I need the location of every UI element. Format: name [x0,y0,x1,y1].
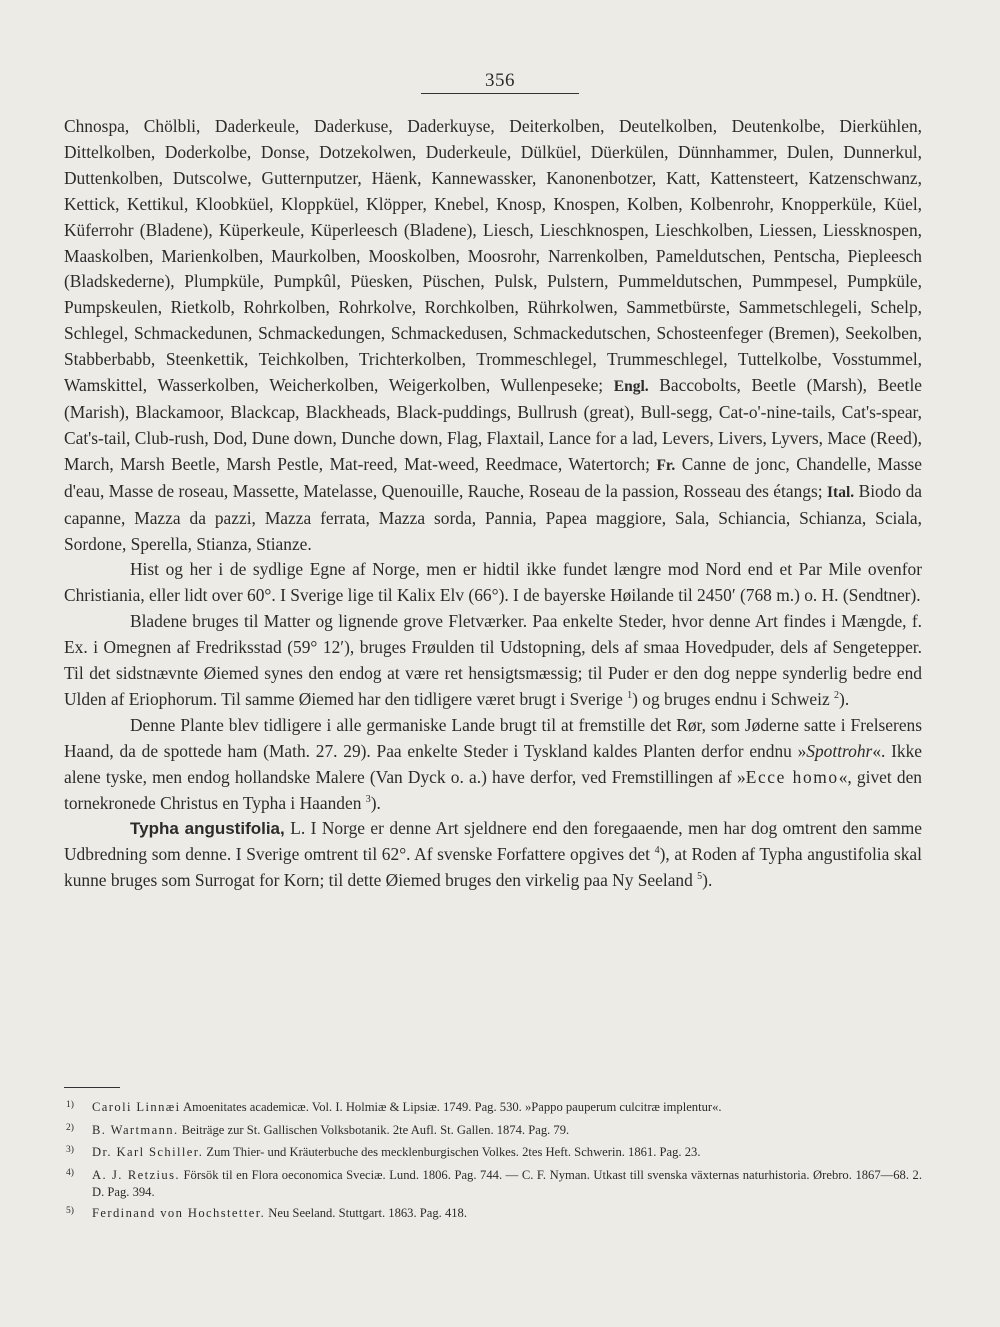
text-run: Denne Plante blev tidligere i alle germaniske Lande brugt til at fremstille det Rør, som Jøderne satte i Frelserens Haand, da de spottede ham (Math. 27. 29). Paa enkelte Steder i Tyskland kaldes Planten derfor endnu » [64,714,922,761]
paragraph [64,114,922,557]
text-run: ) og bruges endnu i Schweiz [632,688,835,709]
text-run: Hist og her i de sydlige Egne af Norge, men er hidtil ikke fundet længre mod Nord end et Par Mile ovenfor Christiania, eller lidt over 60°. I Sverige lige til Kalix Elv (66°). I de bayerske Høilande til 2450′ (768 m.) o. H. (Sendtner). [64,559,922,606]
footnote-author: Ferdinand von Hochstetter. [92,1205,266,1220]
footnote-text [92,1099,922,1117]
footnote-mark: 2) [66,1122,74,1133]
text-run: Baccobolts, Beetle (Marsh), Beetle (Marish), Blackamoor, Blackcap, Blackheads, Black-puddings, Bullrush (great), Bull-segg, Cat-o'-nine-tails, Cat's-spear, Cat's-tail, Club-rush, Dod, Dune down, Dunche down, Flag, Flaxtail, Lance for a lad, Levers, Livers, Lyvers, Mace (Reed), March, Marsh Beetle, Marsh Pestle, Mat-reed, Mat-weed, Reedmace, Watertorch; [64,375,923,474]
footnote-author: B. Wartmann. [92,1122,179,1137]
text-run: ). [370,792,381,813]
language-label: Fr. [656,456,676,474]
footnote-citation: Amoenitates academicæ. Vol. I. Holmiæ & Lipsiæ. 1749. Pag. 530. »Pappo pauperum culcitræ implentur«. [180,1100,722,1114]
footnote-ref: 5 [697,871,703,883]
text-run: ). [702,870,713,891]
footnote [64,1099,922,1119]
footnote-author: Caroli Linnæi [92,1100,181,1114]
footnote-text [92,1122,922,1140]
language-label: Engl. [613,378,649,396]
footnote-ref: 1 [627,690,633,702]
text-run: L. I Norge er denne Art sjeldnere end den foregaaende, men har dog omtrent den samme Udbredning som denne. I Sverige omtrent til 62°. Af svenske Forfattere opgives det [64,818,923,865]
footnote [64,1122,922,1142]
footnote-divider [64,1087,120,1088]
footnote-text [92,1167,922,1202]
footnote-author: Dr. Karl Schiller. [92,1145,204,1160]
text-run: Biodo da capanne, Mazza da pazzi, Mazza ferrata, Mazza sorda, Pannia, Papea maggiore, Sala, Schiancia, Schianza, Sciala, Sordone, Sperella, Stianza, Stianze. [64,480,922,554]
footnote-citation: Neu Seeland. Stuttgart. 1863. Pag. 418. [265,1205,467,1220]
species-name: Typha angustifolia, [130,819,285,839]
main-text [64,114,922,894]
paragraph [64,816,922,894]
footnote-ref: 4 [654,845,660,857]
footnote-mark: 3) [66,1145,74,1156]
paragraph [64,713,922,817]
footnote-ref: 3 [365,793,371,805]
footnote [64,1205,922,1225]
text-run: Bladene bruges til Matter og lignende grove Fletværker. Paa enkelte Steder, hvor denne Art findes i Mængde, f. Ex. i Omegnen af Fredriksstad (59° 12′), bruges Frøulden til Udstopning, dels af smaa Hovedpuder, dels af Sengetepper. Til det sidstnævnte Øiemed synes den endog at være ret hensigtsmæssig; til Puder er den dog neppe synderlig bedre end Ulden af Eriophorum. Til samme Øiemed har den tidligere været brugt i Sverige [64,611,922,709]
footnote-mark: 5) [66,1205,74,1216]
footnote [64,1167,922,1202]
text-run: Canne de jonc, Chandelle, Masse d'eau, Masse de roseau, Massette, Matelasse, Quenouille, Rauche, Roseau de la passion, Rosseau des étangs; [64,453,922,501]
text-run: Spottrohr [806,740,873,761]
text-run: ). [839,688,850,709]
text-run: «, givet den tornekronede Christus en Typha i Haanden [64,766,923,813]
page-number: 356 [0,70,1000,92]
footnote-text [92,1144,922,1162]
text-run: Ecce homo [745,766,839,787]
text-run: Chnospa, Chölbli, Daderkeule, Daderkuse, Daderkuyse, Deiterkolben, Deutelkolben, Deutenkolbe, Dierkühlen, Dittelkolben, Doderkolbe, Donse, Dotzekolwen, Duderkeule, Dülküel, Düerkülen, Dünnhammer, Dulen, Dunnerkul, Duttenkolben, Dutscolwe, Gutternputzer, Häenk, Kannewassker, Kanonenbotzer, Katt, Kattensteert, Katzenschwanz, Kettick, Kettikul, Kloobküel, Kloppküel, Klöpper, Knebel, Knosp, Knospen, Kolben, Kolbenrohr, Knopperküle, Küel, Küferrohr (Bladene), Küperkeule, Küperleesch (Bladene), Liesch, Lieschknospen, Lieschkolben, Liessen, Liessknospen, Maaskolben, Marienkolben, Maurkolben, Mooskolben, Moosrohr, Narrenkolben, Pameldutschen, Pentscha, Piepleesch (Bladskederne), Plumpküle, Pumpkûl, Püesken, Püschen, Pulsk, Pulstern, Pummeldutschen, Pummpesel, Pumpküle, Pumpskeulen, Rietkolb, Rohrkolben, Rohrkolve, Rorchkolben, Rührkolwen, Sammetbürste, Sammetschlegeli, Schelp, Schlegel, Schmackedunen, Schmackedungen, Schmackedusen, Schmackedutschen, Schosteenfeger (Bremen), Seekolben, Stabberbabb, Steenkettik, Teichkolben, Trichterkolben, Trommeschlegel, Trummeschlegel, Tuttelkolbe, Vosstummel, Wamskittel, Wasserkolben, Weicherkolben, Weigerkolben, Wullenpeseke; [64,116,922,396]
footnote-ref: 2 [834,690,840,702]
footnote-citation: Zum Thier- und Kräuterbuche des mecklenburgischen Volkes. 2tes Heft. Schwerin. 1861. Pag. 23. [203,1145,701,1160]
paragraph [64,557,922,609]
paragraph [64,609,922,713]
footnote-citation: Försök til en Flora oeconomica Sveciæ. Lund. 1806. Pag. 744. — C. F. Nyman. Utkast till svenska växternas naturhistoria. Ørebro. 1867—68. 2. D. Pag. 394. [92,1167,922,1200]
footnote [64,1144,922,1164]
text-run: ), at Roden af Typha angustifolia skal kunne bruges som Surrogat for Korn; til dette Øiemed bruges den virkelig paa Ny Seeland [64,844,922,891]
footnotes [64,1099,922,1228]
language-label: Ital. [827,483,855,501]
text-run: «. Ikke alene tyske, men endog hollandske Malere (Van Dyck o. a.) have derfor, ved Fremstillingen af » [64,740,923,787]
footnote-author: A. J. Retzius. [92,1167,180,1182]
footnote-mark: 1) [66,1100,74,1110]
footnote-text [92,1205,922,1223]
footnote-mark: 4) [66,1167,74,1178]
footnote-citation: Beiträge zur St. Gallischen Volksbotanik. 2te Aufl. St. Gallen. 1874. Pag. 79. [178,1122,570,1137]
